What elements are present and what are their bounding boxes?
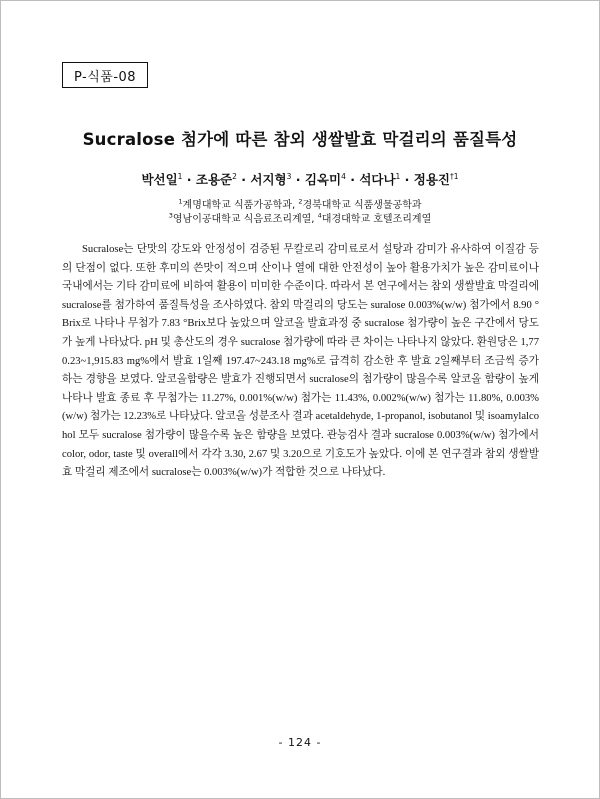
author-affiliation-mark: 3: [286, 171, 292, 181]
author-name: 석다나: [359, 172, 396, 187]
affiliation-mark: 3: [168, 211, 173, 220]
author-separator: ·: [291, 172, 305, 187]
author-affiliation-mark: 2: [232, 171, 237, 181]
author-name: 정용진: [413, 172, 451, 187]
author-affiliation-mark: †1: [450, 171, 459, 181]
author-affiliation-mark: 4: [341, 171, 346, 181]
affiliation-text: 대경대학교 호텔조리계열: [321, 214, 432, 225]
author-affiliation-mark: 1: [177, 171, 183, 181]
session-code-box: [62, 62, 148, 88]
author-name: 박선일: [141, 172, 178, 187]
author-name: 김옥미: [304, 172, 342, 187]
affiliation-text: 경북대학교 식품생물공학과: [302, 200, 422, 211]
session-code: P-식품-08: [73, 69, 137, 85]
affiliations-line-2: [0, 210, 600, 225]
author-list: [0, 170, 600, 188]
author-name: 조용준: [195, 172, 233, 187]
abstract: [62, 241, 539, 483]
affiliation-mark: 4: [317, 211, 322, 220]
paper-title: Sucralose 첨가에 따른 참외 생쌀발효 막걸리의 품질특성: [82, 130, 518, 149]
author-separator: ·: [400, 172, 414, 187]
author-affiliation-mark: 1: [395, 171, 401, 181]
affiliation-mark: 1: [178, 197, 183, 206]
abstract-paragraph: Sucralose는 단맛의 강도와 안정성이 검증된 무칼로리 감미료로서 설탕과 감미가 유사하여 이질감 등의 단점이 없다. 또한 후미의 쓴맛이 적으며 산이나 열에 대한 안전성이 높아 활용가치가 높은 감미료이나 국내에서는 기타 감미료에 비하여 활용이 미미한 수준이다. 따라서 본 연구에서는 참외 생쌀발효 막걸리에 sucralose를 첨가하여 품질특성을 조사하였다. 참외 막걸리의 당도는 suralose 0.003%(w/w) 첨가에서 8.90 °Brix로 나타나 무첨가 7.83 °Brix보다 높았으며 알코올 발효과정 중 sucralose 첨가량이 높은 구간에서 당도가 높게 나타났다. pH 및 총산도의 경우 sucralose 첨가량에 따라 큰 차이는 나타나지 않았다. 환원당은 1,770.23~1,915.83 mg%에서 발효 1일째 197.47~243.18 mg%로 급격히 감소한 후 발효 2일째부터 조금씩 증가하는 경향을 보였다. 알코올함량은 발효가 진행되면서 sucralose의 첨가량이 많을수록 알코올 함량이 높게 나타나 발효 종료 후 무첨가는 11.27%, 0.001%(w/w) 첨가는 11.43%, 0.002%(w/w) 첨가는 11.80%, 0.003%(w/w) 첨가는 12.23%로 나타났다. 알코올 성분조사 결과 acetaldehyde, 1-propanol, isobutanol 및 isoamylalcohol 모두 sucralose 첨가량이 많을수록 높은 함량을 보였다. 관능검사 결과 sucralose 0.003%(w/w) 첨가에서 color, odor, taste 및 overall에서 각각 3.30, 2.67 및 3.20으로 기호도가 높았다. 이에 본 연구결과 참외 생쌀발효 막걸리 제조에서 sucralose는 0.003%(w/w)가 적합한 것으로 나타났다.: [62, 244, 539, 479]
author-separator: ·: [236, 172, 251, 187]
affiliations-line-1: [0, 196, 600, 211]
author-separator: ·: [182, 172, 196, 187]
affiliation-text: 계명대학교 식품가공학과,: [182, 200, 299, 211]
author-name: 서지형: [250, 172, 287, 187]
author-separator: ·: [345, 172, 360, 187]
affiliation-text: 영남이공대학교 식음료조리계열,: [172, 214, 318, 225]
page-number: - 124 -: [278, 736, 322, 749]
affiliation-mark: 2: [298, 197, 303, 206]
